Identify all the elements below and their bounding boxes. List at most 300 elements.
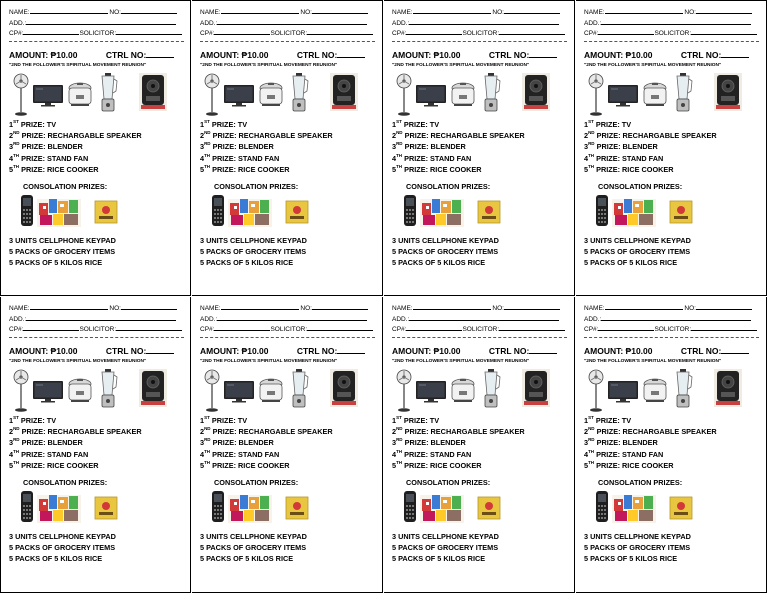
consolation-images [584, 195, 762, 229]
address-label: ADD.: [392, 315, 410, 323]
no-line[interactable] [504, 7, 560, 14]
tv-icon [608, 85, 638, 107]
prize-rank-suffix: RD [588, 141, 595, 147]
consolation-title: CONSOLATION PRIZES: [406, 477, 491, 487]
rice-pack-icon [286, 497, 308, 519]
consolation-title: CONSOLATION PRIZES: [23, 477, 108, 487]
prize-line [584, 460, 762, 471]
cp-line[interactable] [214, 324, 270, 331]
consolation-title: CONSOLATION PRIZES: [23, 181, 108, 191]
name-line[interactable] [605, 7, 683, 14]
prize-label: PRIZE: STAND FAN [404, 449, 472, 459]
prize-rank-suffix: TH [588, 164, 595, 170]
prize-label: PRIZE: RECHARGABLE SPEAKER [404, 426, 525, 436]
prize-line [392, 153, 570, 164]
consolation-item: 3 UNITS CELLPHONE KEYPAD [392, 235, 499, 245]
raffle-ticket [576, 0, 767, 296]
prize-line [200, 130, 378, 141]
prize-label: PRIZE: TV [211, 415, 248, 425]
prize-line [584, 153, 762, 164]
prize-label: PRIZE: TV [20, 119, 57, 129]
rice-cooker-icon [450, 378, 476, 404]
prize-label: PRIZE: BLENDER [596, 438, 658, 448]
prize-list [584, 415, 762, 472]
consolation-images [9, 491, 186, 525]
cp-line[interactable] [214, 28, 270, 35]
prize-list [9, 119, 186, 176]
prize-line [200, 141, 378, 152]
cp-line[interactable] [598, 324, 654, 331]
prize-label: PRIZE: RICE COOKER [596, 165, 674, 175]
no-line[interactable] [696, 7, 752, 14]
prize-rank: 4 [392, 449, 397, 459]
address-line[interactable] [601, 314, 751, 321]
prize-images [9, 73, 186, 117]
consolation-item: 3 UNITS CELLPHONE KEYPAD [200, 531, 307, 541]
prize-line [392, 164, 570, 175]
prize-rank-suffix: TH [588, 448, 595, 454]
address-line[interactable] [26, 314, 176, 321]
prize-line [200, 449, 378, 460]
grocery-icon [228, 195, 272, 227]
name-label: NAME: [584, 305, 605, 312]
cut-divider [392, 337, 567, 338]
prize-line [200, 460, 378, 471]
name-line[interactable] [605, 303, 683, 310]
ctrl-no-label: CTRL NO: [105, 345, 147, 356]
tv-icon [416, 85, 446, 107]
amount-row [9, 50, 186, 60]
consolation-item: 5 PACKS OF GROCERY ITEMS [584, 246, 691, 256]
stand-fan-icon [588, 73, 604, 117]
name-line[interactable] [413, 7, 491, 14]
solicitor-line[interactable] [307, 28, 373, 35]
name-line[interactable] [221, 303, 299, 310]
speaker-icon [139, 369, 167, 407]
name-field [200, 7, 378, 18]
prize-label: PRIZE: BLENDER [404, 438, 466, 448]
prize-label: PRIZE: STAND FAN [212, 449, 280, 459]
blender-icon [290, 73, 308, 113]
consolation-list [584, 531, 762, 565]
prize-rank-suffix: ST [588, 118, 594, 124]
prize-rank-suffix: RD [13, 437, 20, 443]
prize-rank-suffix: ND [13, 425, 20, 431]
no-line[interactable] [121, 303, 177, 310]
rice-pack-icon [95, 201, 117, 223]
prize-label: PRIZE: BLENDER [21, 438, 83, 448]
raffle-ticket [0, 297, 191, 593]
prize-rank-suffix: RD [204, 141, 211, 147]
consolation-item: 3 UNITS CELLPHONE KEYPAD [9, 235, 116, 245]
event-title: "2ND THE FOLLOWER'S SPIRITUAL MOVEMENT REUNION" [200, 358, 338, 364]
address-line[interactable] [217, 314, 367, 321]
blender-icon [482, 73, 500, 113]
prize-line [9, 437, 186, 448]
address-line[interactable] [601, 18, 751, 25]
blender-icon [482, 369, 500, 409]
consolation-item: 5 PACKS OF GROCERY ITEMS [9, 246, 116, 256]
prize-line [9, 153, 186, 164]
blender-icon [674, 369, 692, 409]
solicitor-label: SOLICITOR: [654, 326, 692, 333]
prize-rank-suffix: TH [13, 164, 20, 170]
tv-icon [33, 381, 63, 403]
prize-line [584, 449, 762, 460]
prize-label: PRIZE: RECHARGABLE SPEAKER [21, 426, 142, 436]
cp-label: CP#: [392, 30, 407, 37]
prize-rank-suffix: ST [13, 414, 19, 420]
consolation-item: 5 PACKS OF 5 KILOS RICE [200, 554, 294, 564]
address-label: ADD.: [9, 315, 27, 323]
prize-rank: 1 [584, 415, 589, 425]
no-line[interactable] [312, 7, 368, 14]
prize-line [392, 415, 570, 426]
prize-label: PRIZE: TV [211, 119, 248, 129]
prize-line [9, 426, 186, 437]
name-label: NAME: [392, 305, 413, 312]
address-label: ADD.: [200, 315, 218, 323]
prize-line [392, 119, 570, 130]
cellphone-icon [596, 195, 608, 226]
no-line[interactable] [312, 303, 368, 310]
event-title: "2ND THE FOLLOWER'S SPIRITUAL MOVEMENT REUNION" [584, 358, 722, 364]
no-label: NO: [492, 9, 504, 16]
prize-rank: 5 [392, 461, 397, 471]
address-field [584, 18, 762, 29]
solicitor-line[interactable] [691, 28, 757, 35]
event-title: "2ND THE FOLLOWER'S SPIRITUAL MOVEMENT REUNION" [392, 358, 530, 364]
cp-line[interactable] [598, 28, 654, 35]
amount-row [584, 346, 762, 356]
prize-list [392, 119, 570, 176]
ctrl-no-line[interactable] [146, 346, 174, 354]
prize-rank-suffix: TH [396, 152, 403, 158]
speaker-icon [522, 369, 550, 407]
consolation-item: 3 UNITS CELLPHONE KEYPAD [584, 235, 691, 245]
name-field [9, 303, 186, 314]
prize-rank-suffix: TH [588, 152, 595, 158]
prize-label: PRIZE: STAND FAN [212, 153, 280, 163]
amount-text: AMOUNT: ₱10.00 [200, 345, 269, 356]
consolation-item: 3 UNITS CELLPHONE KEYPAD [9, 531, 116, 541]
no-label: NO: [300, 9, 312, 16]
consolation-item: 3 UNITS CELLPHONE KEYPAD [392, 531, 499, 541]
consolation-item: 5 PACKS OF GROCERY ITEMS [392, 246, 499, 256]
consolation-list [392, 235, 570, 269]
address-line[interactable] [26, 18, 176, 25]
prize-label: PRIZE: TV [595, 119, 632, 129]
cp-line[interactable] [406, 324, 462, 331]
prize-rank: 1 [584, 119, 589, 129]
prize-label: PRIZE: RECHARGABLE SPEAKER [596, 130, 717, 140]
rice-pack-icon [286, 201, 308, 223]
prize-rank: 2 [392, 426, 397, 436]
prize-line [584, 437, 762, 448]
prize-line [200, 119, 378, 130]
prize-rank: 3 [200, 142, 205, 152]
address-label: ADD.: [392, 19, 410, 27]
cp-label: CP#: [392, 326, 407, 333]
prize-label: PRIZE: TV [595, 415, 632, 425]
address-line[interactable] [409, 18, 559, 25]
name-label: NAME: [584, 9, 605, 16]
grocery-icon [612, 491, 656, 523]
prize-label: PRIZE: STAND FAN [21, 153, 89, 163]
name-line[interactable] [413, 303, 491, 310]
name-line[interactable] [30, 7, 108, 14]
no-line[interactable] [121, 7, 177, 14]
no-line[interactable] [696, 303, 752, 310]
prize-rank-suffix: TH [204, 152, 211, 158]
speaker-icon [330, 73, 358, 111]
address-line[interactable] [409, 314, 559, 321]
name-label: NAME: [9, 9, 30, 16]
prize-rank-suffix: TH [396, 164, 403, 170]
blender-icon [99, 369, 117, 409]
prize-line [584, 415, 762, 426]
cellphone-icon [404, 491, 416, 522]
no-line[interactable] [504, 303, 560, 310]
cut-divider [200, 337, 375, 338]
amount-text: AMOUNT: ₱10.00 [392, 49, 461, 60]
prize-label: PRIZE: RICE COOKER [212, 165, 290, 175]
consolation-item: 5 PACKS OF GROCERY ITEMS [584, 542, 691, 552]
prize-label: PRIZE: BLENDER [21, 142, 83, 152]
prize-rank: 5 [9, 165, 14, 175]
prize-rank-suffix: TH [396, 448, 403, 454]
ctrl-no-line[interactable] [146, 50, 174, 58]
prize-rank: 4 [9, 153, 14, 163]
solicitor-line[interactable] [116, 324, 182, 331]
consolation-item: 5 PACKS OF 5 KILOS RICE [584, 258, 678, 268]
tv-icon [608, 381, 638, 403]
address-line[interactable] [217, 18, 367, 25]
event-title: "2ND THE FOLLOWER'S SPIRITUAL MOVEMENT REUNION" [9, 62, 147, 68]
prize-rank-suffix: ST [204, 414, 210, 420]
cp-label: CP#: [200, 30, 215, 37]
rice-cooker-icon [258, 82, 284, 108]
cut-divider [392, 41, 567, 42]
consolation-images [9, 195, 186, 229]
speaker-icon [714, 73, 742, 111]
prize-label: PRIZE: STAND FAN [596, 449, 664, 459]
address-field [584, 314, 762, 325]
consolation-item: 5 PACKS OF 5 KILOS RICE [584, 554, 678, 564]
blender-icon [674, 73, 692, 113]
grocery-icon [37, 195, 81, 227]
prize-line [9, 119, 186, 130]
prize-label: PRIZE: TV [20, 415, 57, 425]
address-field [200, 314, 378, 325]
no-label: NO: [684, 9, 696, 16]
prize-line [584, 141, 762, 152]
prize-line [392, 449, 570, 460]
consolation-item: 5 PACKS OF 5 KILOS RICE [200, 258, 294, 268]
cp-line[interactable] [23, 28, 79, 35]
prize-rank: 5 [584, 165, 589, 175]
prize-label: PRIZE: BLENDER [212, 142, 274, 152]
prize-rank: 4 [392, 153, 397, 163]
address-field [392, 314, 570, 325]
prize-rank: 3 [392, 142, 397, 152]
address-field [392, 18, 570, 29]
raffle-ticket [384, 297, 575, 593]
event-title: "2ND THE FOLLOWER'S SPIRITUAL MOVEMENT REUNION" [9, 358, 147, 364]
consolation-title: CONSOLATION PRIZES: [214, 181, 299, 191]
prize-rank-suffix: RD [396, 437, 403, 443]
prize-line [584, 130, 762, 141]
cp-field [584, 28, 762, 39]
raffle-ticket [576, 297, 767, 593]
no-label: NO: [109, 305, 121, 312]
prize-label: PRIZE: BLENDER [212, 438, 274, 448]
consolation-item: 5 PACKS OF GROCERY ITEMS [9, 542, 116, 552]
prize-rank-suffix: ND [588, 129, 595, 135]
prize-line [392, 141, 570, 152]
cp-field [200, 28, 378, 39]
consolation-title: CONSOLATION PRIZES: [598, 181, 683, 191]
prize-rank-suffix: TH [396, 460, 403, 466]
solicitor-line[interactable] [116, 28, 182, 35]
prize-line [392, 460, 570, 471]
solicitor-line[interactable] [499, 28, 565, 35]
prize-line [9, 141, 186, 152]
prize-rank-suffix: ST [396, 414, 402, 420]
prize-rank: 2 [392, 130, 397, 140]
cp-label: CP#: [9, 30, 24, 37]
amount-text: AMOUNT: ₱10.00 [9, 49, 78, 60]
cp-line[interactable] [23, 324, 79, 331]
prize-label: PRIZE: BLENDER [596, 142, 658, 152]
prize-rank: 1 [392, 119, 397, 129]
grocery-icon [37, 491, 81, 523]
solicitor-label: SOLICITOR: [462, 30, 500, 37]
prize-rank: 1 [9, 415, 14, 425]
prize-label: PRIZE: TV [403, 119, 440, 129]
prize-label: PRIZE: RECHARGABLE SPEAKER [212, 130, 333, 140]
raffle-ticket [192, 0, 383, 296]
ctrl-no-line[interactable] [721, 50, 749, 58]
address-label: ADD.: [584, 315, 602, 323]
cellphone-icon [212, 491, 224, 522]
blender-icon [99, 73, 117, 113]
prize-line [9, 449, 186, 460]
amount-text: AMOUNT: ₱10.00 [584, 345, 653, 356]
cp-field [392, 324, 570, 335]
prize-rank: 4 [584, 449, 589, 459]
name-label: NAME: [9, 305, 30, 312]
cp-line[interactable] [406, 28, 462, 35]
amount-text: AMOUNT: ₱10.00 [9, 345, 78, 356]
prize-rank: 3 [584, 438, 589, 448]
prize-rank-suffix: ND [396, 425, 403, 431]
prize-list [584, 119, 762, 176]
rice-cooker-icon [258, 378, 284, 404]
name-line[interactable] [221, 7, 299, 14]
ctrl-no-line[interactable] [337, 346, 365, 354]
prize-rank-suffix: ND [204, 129, 211, 135]
prize-rank: 5 [200, 461, 205, 471]
prize-rank-suffix: ST [588, 414, 594, 420]
tv-icon [224, 85, 254, 107]
prize-list [200, 119, 378, 176]
no-label: NO: [109, 9, 121, 16]
prize-rank-suffix: TH [13, 448, 20, 454]
prize-images [200, 369, 378, 413]
cp-field [392, 28, 570, 39]
prize-rank-suffix: TH [13, 460, 20, 466]
ctrl-no-label: CTRL NO: [296, 345, 338, 356]
solicitor-label: SOLICITOR: [462, 326, 500, 333]
rice-cooker-icon [642, 82, 668, 108]
speaker-icon [330, 369, 358, 407]
consolation-item: 5 PACKS OF 5 KILOS RICE [392, 554, 486, 564]
prize-rank-suffix: TH [204, 460, 211, 466]
cp-field [584, 324, 762, 335]
rice-pack-icon [478, 497, 500, 519]
name-line[interactable] [30, 303, 108, 310]
grocery-icon [420, 491, 464, 523]
ctrl-no-label: CTRL NO: [488, 49, 530, 60]
cp-label: CP#: [584, 326, 599, 333]
prize-rank: 5 [9, 461, 14, 471]
ctrl-no-line[interactable] [721, 346, 749, 354]
prize-rank: 2 [584, 130, 589, 140]
prize-rank: 3 [9, 438, 14, 448]
prize-list [9, 415, 186, 472]
cut-divider [200, 41, 375, 42]
consolation-item: 5 PACKS OF 5 KILOS RICE [9, 258, 103, 268]
prize-rank: 2 [9, 426, 14, 436]
prize-list [392, 415, 570, 472]
cut-divider [584, 337, 759, 338]
solicitor-label: SOLICITOR: [79, 326, 117, 333]
cp-label: CP#: [200, 326, 215, 333]
solicitor-line[interactable] [307, 324, 373, 331]
prize-rank-suffix: RD [13, 141, 20, 147]
ctrl-no-line[interactable] [529, 346, 557, 354]
consolation-item: 3 UNITS CELLPHONE KEYPAD [584, 531, 691, 541]
cellphone-icon [404, 195, 416, 226]
name-field [200, 303, 378, 314]
cellphone-icon [21, 491, 33, 522]
name-field [584, 303, 762, 314]
solicitor-line[interactable] [691, 324, 757, 331]
prize-rank: 2 [200, 130, 205, 140]
cellphone-icon [596, 491, 608, 522]
solicitor-label: SOLICITOR: [654, 30, 692, 37]
consolation-item: 3 UNITS CELLPHONE KEYPAD [200, 235, 307, 245]
stand-fan-icon [396, 369, 412, 413]
event-title: "2ND THE FOLLOWER'S SPIRITUAL MOVEMENT REUNION" [392, 62, 530, 68]
ctrl-no-line[interactable] [337, 50, 365, 58]
consolation-list [200, 235, 378, 269]
solicitor-line[interactable] [499, 324, 565, 331]
consolation-title: CONSOLATION PRIZES: [406, 181, 491, 191]
prize-rank-suffix: ST [396, 118, 402, 124]
prize-rank: 3 [584, 142, 589, 152]
prize-rank: 1 [9, 119, 14, 129]
cp-field [200, 324, 378, 335]
prize-label: PRIZE: STAND FAN [404, 153, 472, 163]
solicitor-label: SOLICITOR: [270, 326, 308, 333]
ctrl-no-line[interactable] [529, 50, 557, 58]
prize-line [584, 426, 762, 437]
prize-rank-suffix: RD [396, 141, 403, 147]
name-field [584, 7, 762, 18]
ctrl-no-label: CTRL NO: [680, 345, 722, 356]
